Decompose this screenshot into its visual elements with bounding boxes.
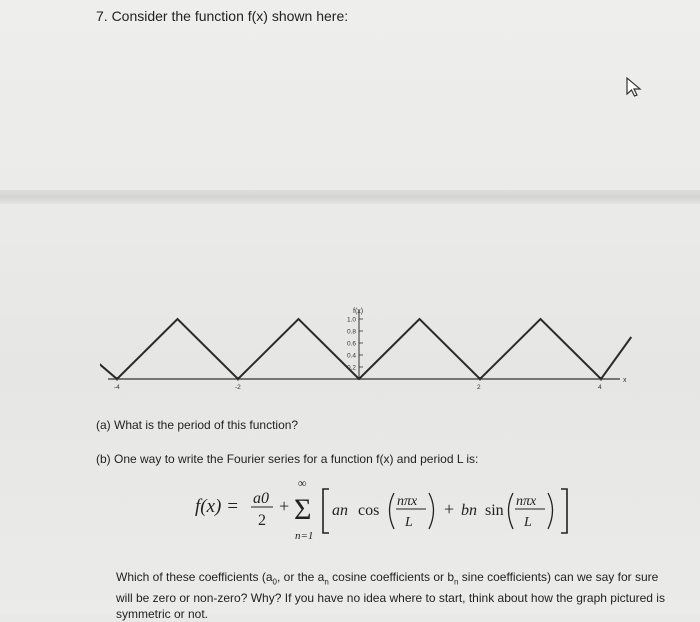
an-coefficient: an [332,502,348,519]
question-title: 7. Consider the function f(x) shown here: [96,8,349,24]
x-axis-label: x [623,377,627,384]
cos-right-paren [429,493,434,529]
cos-function: cos [358,502,380,519]
function-graph [100,300,640,405]
sin-right-paren [548,493,553,529]
formula-lhs: f(x) = [195,496,239,517]
x-tick-label: 4 [598,384,602,391]
mouse-pointer-icon [624,76,646,98]
cos-frac-numerator: nπx [397,494,418,509]
right-bracket [561,489,567,533]
sin-frac-numerator: nπx [516,494,537,509]
sum-top: ∞ [298,476,307,490]
y-tick-label: 1.0 [347,316,357,324]
left-bracket [323,489,329,533]
plus-sign-2: + [444,499,455,519]
sin-frac-denominator: L [524,515,532,530]
y-tick-label: 0.2 [347,364,357,372]
part-a-question: (a) What is the period of this function? [96,418,299,432]
cos-frac-denominator: L [405,515,413,530]
cos-left-paren [390,493,395,529]
series-curve [100,316,631,379]
fourier-series-formula [195,475,615,550]
bn-coefficient: bn [461,502,477,519]
plus-sign: + [279,496,290,516]
sin-function: sin [485,502,504,519]
part-b-question: (b) One way to write the Fourier series for a function f(x) and period L is: [96,452,479,466]
page-fold [0,190,700,204]
y-tick-labels [347,317,363,372]
y-tick-label: 0.6 [347,340,357,348]
y-axis-label: f(x) [353,308,364,315]
a0-denominator: 2 [258,512,266,529]
x-tick-label: 2 [477,384,481,391]
x-tick-label: -2 [235,384,241,391]
x-tick-label: -4 [114,384,120,391]
sum-bottom: n=1 [295,530,314,542]
sin-left-paren [509,493,514,529]
sum-symbol: Σ [294,493,312,526]
symmetry-question: Which of these coefficients ($a_0$, or the $a_n$ cosine coefficients or $b_n$ sine coefficients) can we say for sure will be zero or non-zero? Why? If you have no idea where to start, think about how the graph pictured is symmetric or not. [116,570,665,622]
y-tick-label: 0.4 [347,352,357,360]
a0-numerator: a0 [253,490,269,507]
y-tick-label: 0.8 [347,328,357,336]
